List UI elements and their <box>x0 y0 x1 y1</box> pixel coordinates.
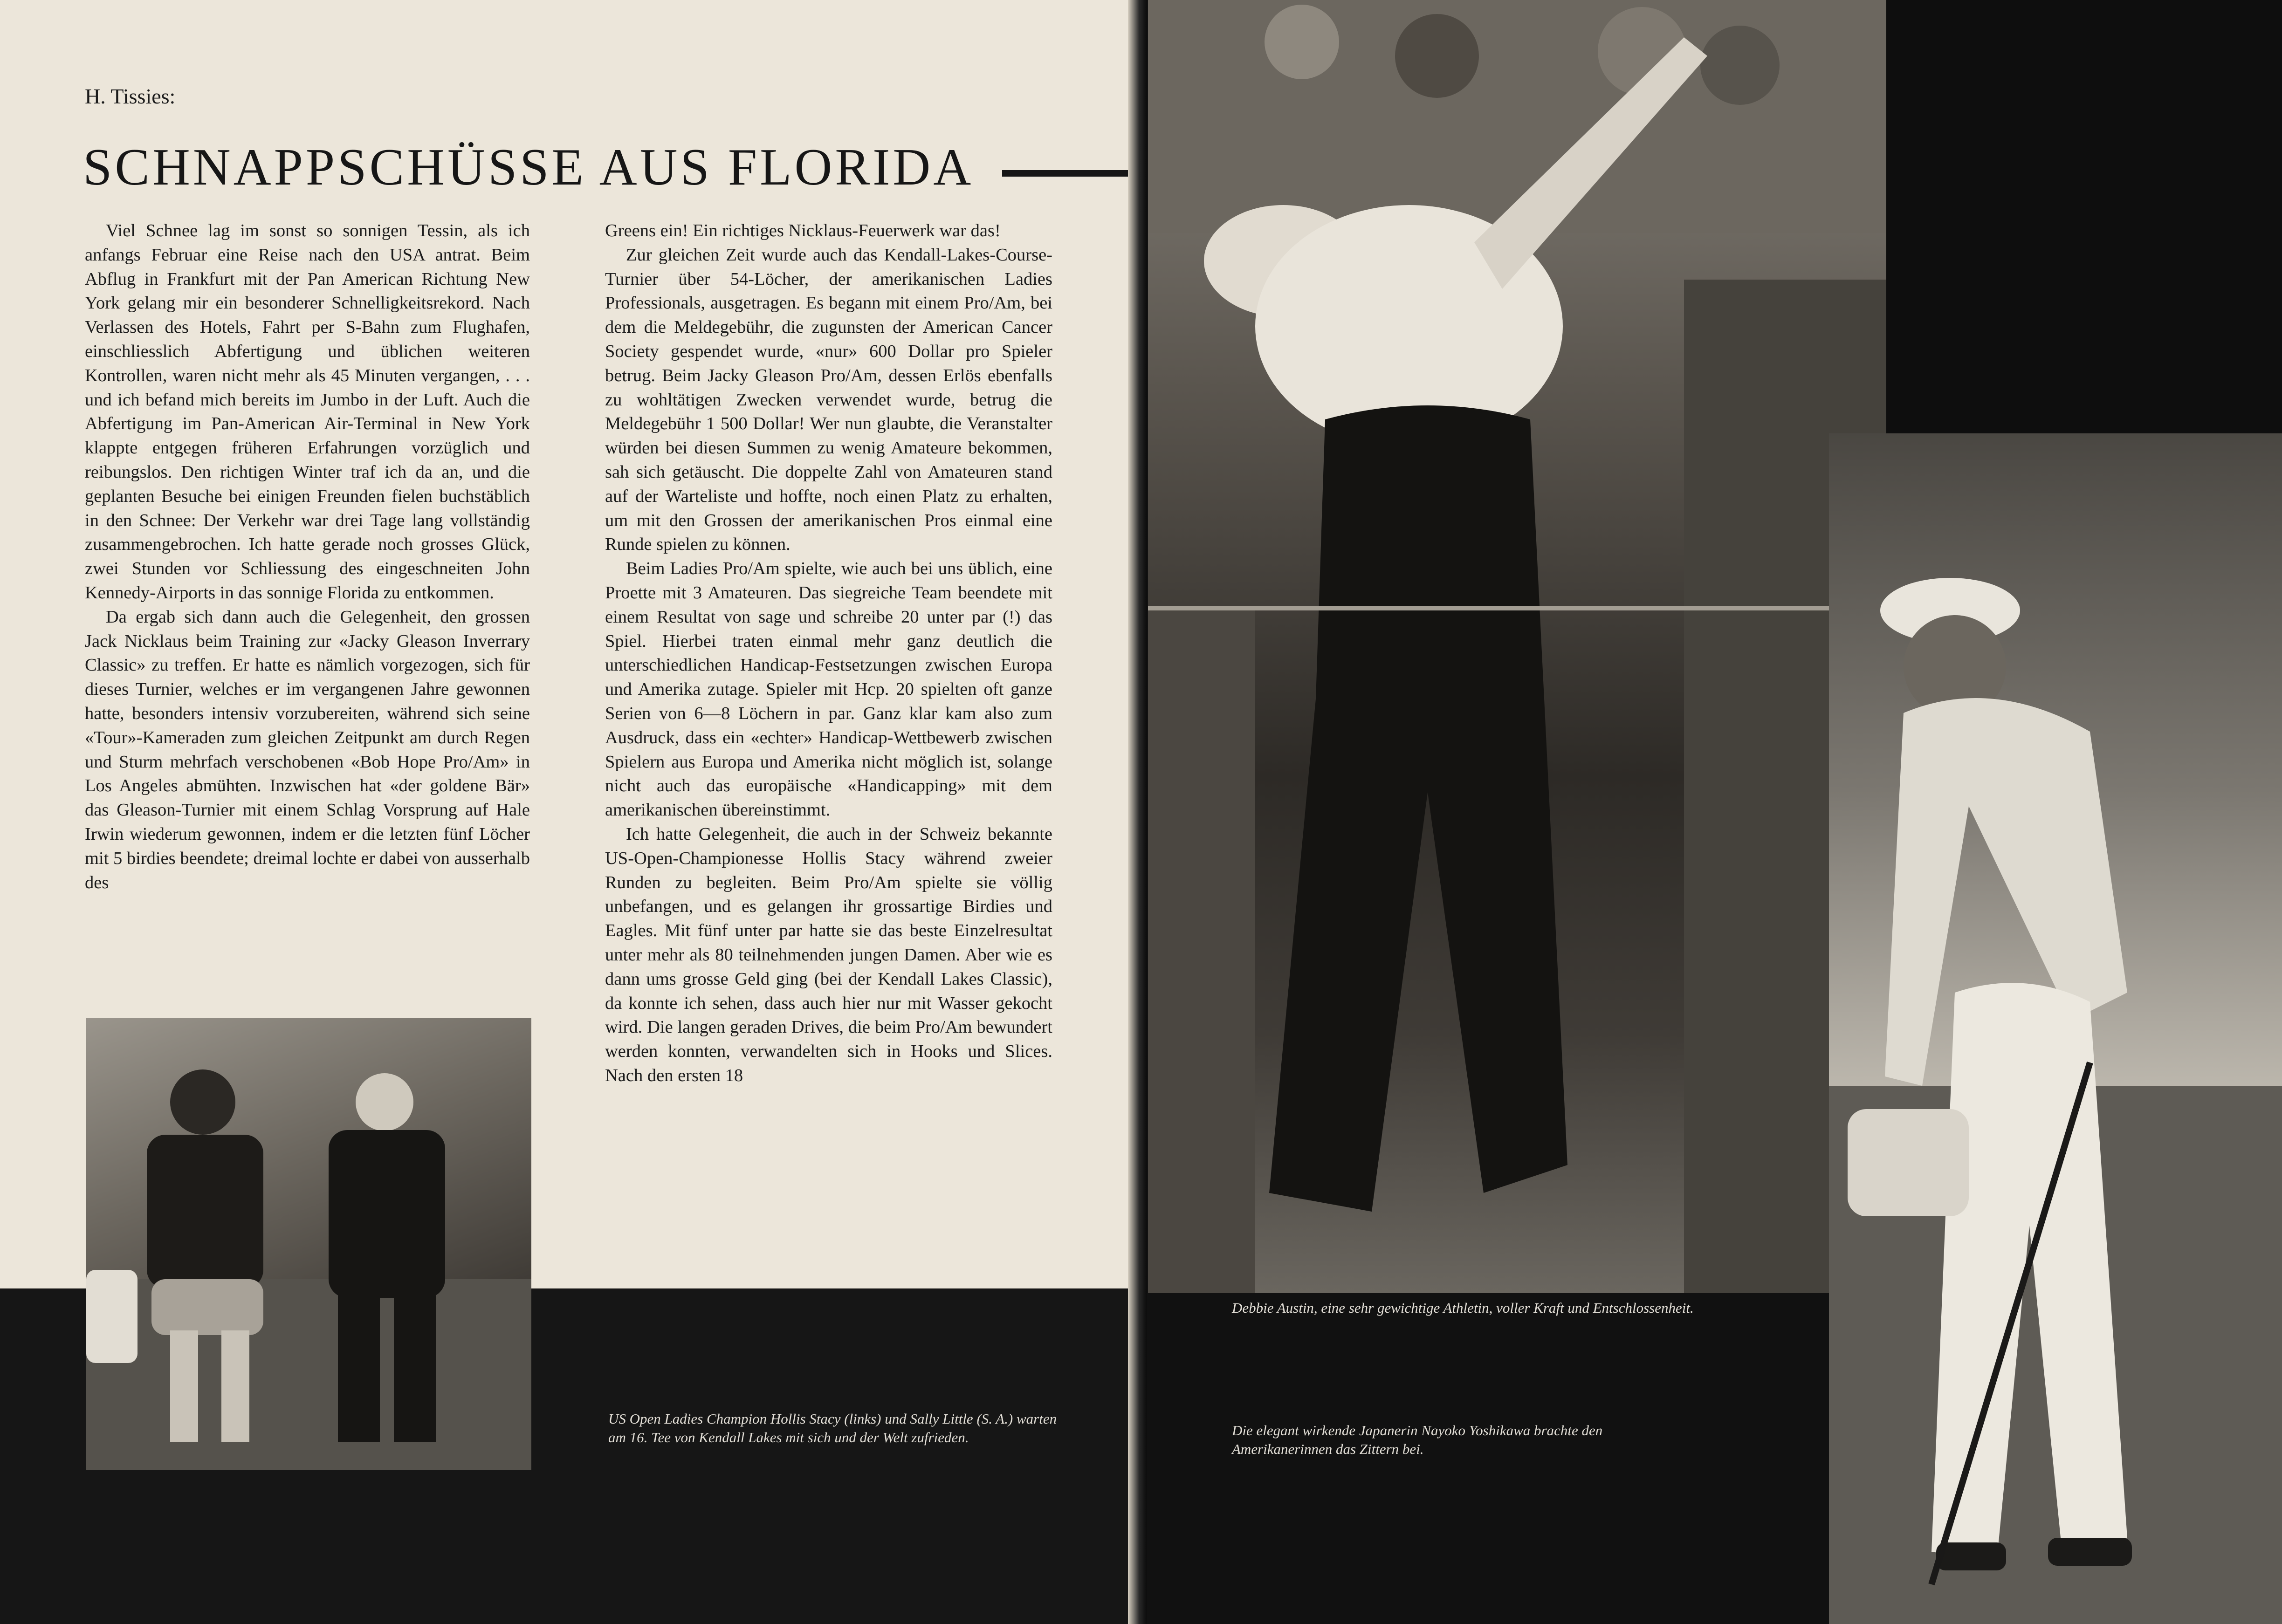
article-column-2 <box>605 219 1052 1088</box>
photo-placeholder-figures <box>86 1018 531 1470</box>
black-panel <box>1886 0 2282 433</box>
caption-left-photo: US Open Ladies Champion Hollis Stacy (links) und Sally Little (S. A.) warten am 16. Tee von Kendall Lakes mit sich und der Welt zufrieden. <box>608 1411 1057 1446</box>
paragraph: Beim Ladies Pro/Am spielte, wie auch bei uns üblich, eine Proette mit 3 Amateuren. Das siegreiche Team beendete mit einem Resultat von sage und schreibe 20 unter par (!) das Spiel. Hierbei traten einmal mehr ganz deutlich die unterschiedlichen Handicap-Festsetzungen zwischen Europa und Amerika zutage. Spieler mit Hcp. 20 spielten oft ganze Serien von 6—8 Löchern in par. Ganz klar kam also zum Ausdruck, dass ein «echter» Handicap-Wettbewerb zwischen Spielern aus Europa und Amerika nicht möglich ist, solange nicht auch das europäische «Handicapping» mit dem amerikanischen übereinstimmt. <box>605 559 1052 820</box>
spine-gutter <box>1128 0 1147 1624</box>
caption-right-photo: Die elegant wirkende Japanerin Nayoko Yoshikawa brachte den Amerikanerinnen das Zittern bei. <box>1232 1422 1603 1457</box>
paragraph: Viel Schnee lag im sonst so sonnigen Tessin, als ich anfangs Februar eine Reise nach den USA antrat. Beim Abflug in Frankfurt mit der Pan American Richtung New York gelang mir ein besonderer Schnelligkeitsrekord. Nach Verlassen des Hotels, Fahrt per S-Bahn zum Flughafen, einschliesslich Abfertigung und üblichen weiteren Kontrollen, waren nicht mehr als 45 Minuten vergangen, . . . und ich befand mich bereits im Jumbo in der Luft. Auch die Abfertigung im Pan-American Air-Terminal in New York klappte entgegen früheren Erfahrungen vorzüglich und reibungslos. Den richtigen Winter traf ich da an, und die geplanten Besuche bei einigen Freunden fielen buchstäblich in den Schnee: Der Verkehr war drei Tage lang vollständig zusammengebrochen. Ich hatte gerade noch grosses Glück, zwei Stunden vor Schliessung des eingeschneiten John Kennedy-Airports in das sonnige Florida zu entkommen. <box>85 221 530 603</box>
paragraph: Da ergab sich dann auch die Gelegenheit, den grossen Jack Nicklaus beim Training zur «Jacky Gleason Inverrary Classic» zu treffen. Er hatte es nämlich vorgezogen, sich für dieses Turnier, welches er im vergangenen Jahre gewonnen hatte, besonders intensiv vorzubereiten, während sich seine «Tour»-Kameraden zum gleichen Zeitpunkt am durch Regen und Sturm mehrfach verschobenen «Bob Hope Pro/Am» in Los Angeles abmühten. Inzwischen hat «der goldene Bär» das Gleason-Turnier mit einem Schlag Vorsprung auf Hale Irwin wiederum gewonnen, indem er die letzten fünf Löcher mit 5 birdies beendete; dreimal lochte er dabei von ausserhalb des <box>85 607 530 892</box>
photo-debbie-austin <box>1148 0 1886 1293</box>
article-column-1 <box>85 219 530 895</box>
caption-main-photo: Debbie Austin, eine sehr gewichtige Athletin, voller Kraft und Entschlossenheit. <box>1232 1300 1694 1316</box>
photo-stacy-little <box>86 1018 531 1470</box>
photo-placeholder-golfer <box>1148 0 1886 1293</box>
paragraph-continuation: Greens ein! Ein richtiges Nicklaus-Feuerwerk war das! <box>605 221 1001 240</box>
paragraph: Zur gleichen Zeit wurde auch das Kendall-Lakes-Course-Turnier über 54-Löcher, der amerikanischen Ladies Professionals, ausgetragen. Es begann mit einem Pro/Am, bei dem die Meldegebühr, die zugunsten der American Cancer Society gespendet wurde, «nur» 600 Dollar pro Spieler betrug. Beim Jacky Gleason Pro/Am, dessen Erlös ebenfalls zu wohltätigen Zwecken verwendet wurde, betrug die Meldegebühr 1 500 Dollar! Wer nun glaubte, die Veranstalter würden bei diesen Summen zu wenig Amateure bekommen, sah sich getäuscht. Die doppelte Zahl von Amateuren stand auf der Warteliste und hoffte, noch einen Platz zu erhalten, um mit den Grossen der amerikanischen Pros einmal eine Runde spielen zu können. <box>605 245 1052 555</box>
photo-placeholder-putter <box>1829 433 2282 1624</box>
byline: H. Tissies: <box>85 84 176 108</box>
headline-rule <box>1002 170 1140 177</box>
paragraph: Ich hatte Gelegenheit, die auch in der Schweiz bekannte US-Open-Championesse Hollis Stacy während zweier Runden zu begleiten. Beim Pro/Am spielte sie völlig unbefangen, und es gelangen ihr grossartige Birdies und Eagles. Mit fünf unter par hatte sie das beste Einzelresultat unter mehr als 80 teilnehmenden jungen Damen. Aber wie es dann ums grosse Geld ging (bei der Kendall Lakes Classic), da konnte ich sehen, dass auch hier nur mit Wasser gekocht wird. Die langen geraden Drives, die beim Pro/Am bewundert werden konnten, verwandelten sich in Hooks und Slices. Nach den ersten 18 <box>605 824 1052 1085</box>
photo-nayoko-yoshikawa <box>1829 433 2282 1624</box>
headline: SCHNAPPSCHÜSSE AUS FLORIDA <box>83 138 974 196</box>
